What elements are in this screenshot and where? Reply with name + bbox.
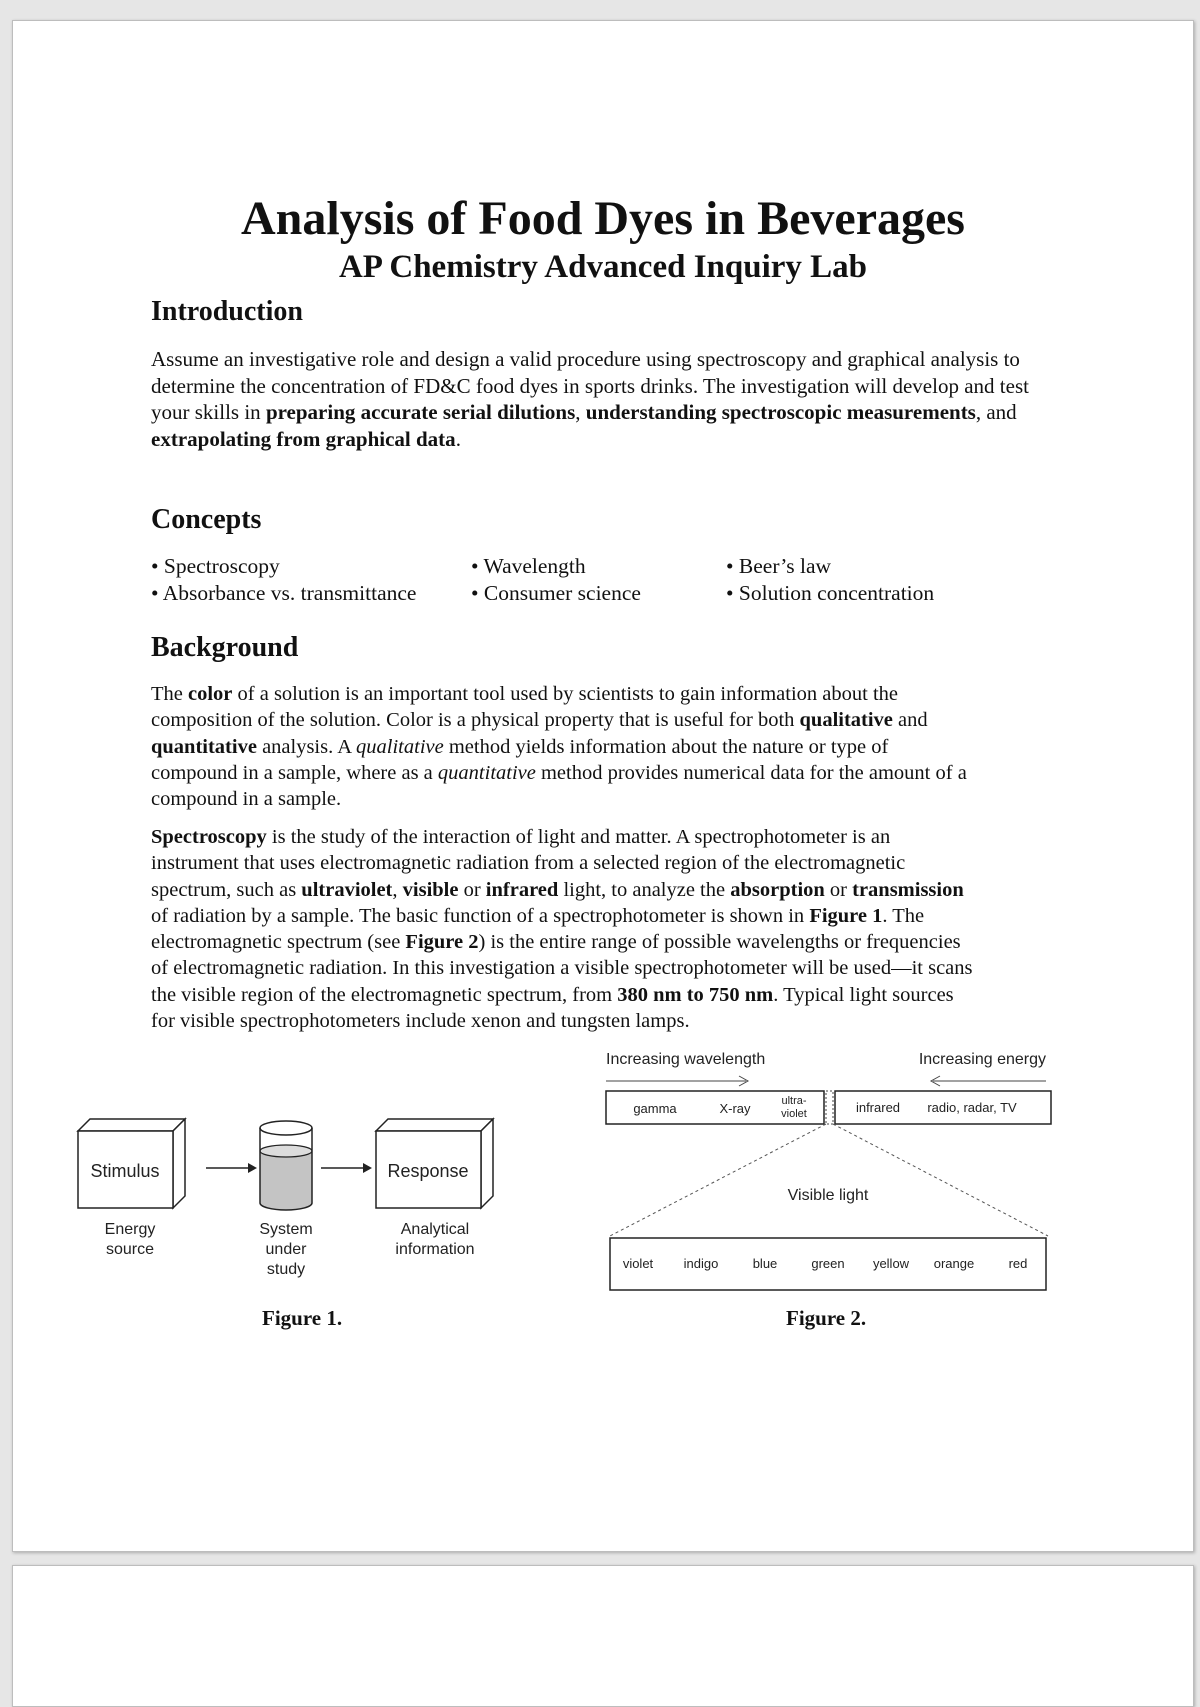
concept-item: • Solution concentration [726,581,935,605]
introduction-paragraph [151,346,1051,452]
bg-bold: 380 nm to 750 nm [617,983,774,1006]
zoom-line [833,1124,1048,1236]
concepts-heading: Concepts [151,504,262,535]
radio-label: radio, radar, TV [927,1100,1017,1115]
page-subtitle: AP Chemistry Advanced Inquiry Lab [338,249,868,285]
bg-bold: Spectroscopy [151,826,267,848]
figure-2-diagram [598,1046,1058,1301]
bg-bold: color [188,683,233,705]
intro-bold-spectroscopic: understanding spectroscopic measurements [585,400,976,424]
bg-bold: quantitative [151,735,257,758]
bg-text: . Typical light sources for visible spectrophotometers include xenon and tungsten lamps. [151,983,954,1033]
visible-light-label: Visible light [787,1187,869,1204]
intro-text: , and [975,400,1017,424]
intro-bold-extrapolating: extrapolating from graphical data [151,426,456,451]
bg-text: and [892,709,928,732]
figure-1-caption: Figure 1. [262,1306,343,1330]
bg-text: of radiation by a sample. The basic function of a spectrophotometer is shown in [151,904,810,927]
arrow-right-icon [321,1163,372,1173]
color-label-blue: blue [752,1256,778,1271]
increasing-wavelength-label: Increasing wavelength [606,1051,766,1068]
stimulus-box [78,1119,185,1208]
intro-bold-dilutions: preparing accurate serial dilutions [265,400,576,424]
intro-text: Assume an investigative role and design a valid procedure using spectroscopy and graphical analysis to determine the concentration of FD&C food dyes in sports drinks. The investigation will develop and test your skills in [151,347,1029,424]
infrared-label: infrared [855,1100,901,1115]
concept-item: • Spectroscopy [151,554,280,578]
color-label-yellow: yellow [872,1256,910,1271]
arrow-left-icon [931,1076,1046,1086]
zoom-line [610,1124,826,1236]
bg-bold: Figure 1 [809,904,883,927]
bg-bold: qualitative [799,709,893,732]
bg-italic: qualitative [356,735,444,758]
intro-text: , [575,400,586,424]
intro-text: . [455,426,461,451]
color-label-indigo: indigo [683,1256,719,1271]
page-title: Analysis of Food Dyes in Beverages [241,192,965,245]
beaker-icon [260,1121,312,1210]
color-label-green: green [811,1256,845,1271]
bg-text: , [392,878,403,901]
bg-bold: Figure 2 [405,931,479,954]
bg-bold: infrared [485,878,559,901]
next-page [12,1565,1194,1707]
bg-text: method provides numerical data for the amount of a compound in a sample. [151,761,967,811]
concept-item: • Wavelength [471,554,586,578]
system-label: under [265,1241,307,1258]
arrow-right-icon [206,1163,257,1173]
visible-slot [826,1091,833,1124]
response-box [376,1119,493,1208]
background-paragraph-1 [151,681,971,812]
bg-text: ) is the entire range of possible wavelengths or frequencies of electromagnetic radiation. In this investigation a visible spectrophotometer will be used—it scans the visible region of the electromagnetic spectrum, from [151,931,973,1006]
introduction-heading: Introduction [151,296,303,327]
bg-bold: ultraviolet [301,878,393,901]
bg-text: or [458,878,486,901]
bg-text: method yields information about the nature or type of compound in a sample, where as a [151,735,889,784]
figure-2-caption: Figure 2. [786,1306,867,1330]
system-label: study [266,1261,306,1278]
xray-label: X-ray [719,1101,751,1116]
bg-text: light, to analyze the [558,878,731,901]
concept-item: • Consumer science [471,581,641,605]
bg-bold: absorption [730,878,825,901]
energy-source-label: Energy [104,1221,156,1238]
system-label: System [259,1221,313,1238]
document-page [12,20,1194,1552]
bg-bold: visible [402,878,459,901]
bg-bold: transmission [852,878,964,901]
energy-source-label: source [105,1241,155,1258]
increasing-energy-label: Increasing energy [918,1051,1046,1068]
bg-text: is the study of the interaction of light and matter. A spectrophotometer is an instrument that uses electromagnetic radiation from a selected region of the electromagnetic spectrum, such as [151,826,906,901]
concept-item: • Beer’s law [726,554,832,578]
stimulus-label: Stimulus [90,1161,160,1181]
analytical-label: information [395,1241,475,1258]
analytical-label: Analytical [400,1221,470,1238]
bg-text: . The electromagnetic spectrum (see [151,904,925,954]
color-label-red: red [1008,1256,1028,1271]
arrow-right-icon [606,1076,748,1086]
ultraviolet-label: violet [781,1108,807,1120]
figure-1-diagram [53,1106,523,1306]
bg-text: or [824,878,853,901]
bg-text: of a solution is an important tool used by scientists to gain information about the composition of the solution. Color is a physical property that is useful for both [151,683,898,732]
color-label-orange: orange [933,1256,975,1271]
gamma-label: gamma [633,1101,677,1116]
ultraviolet-label: ultra- [781,1095,807,1107]
background-paragraph-2 [151,824,981,1034]
bg-text: The [151,683,188,705]
response-label: Response [387,1161,469,1181]
concept-item: • Absorbance vs. transmittance [151,581,417,605]
bg-italic: quantitative [437,761,536,784]
color-label-violet: violet [622,1256,654,1271]
background-heading: Background [151,632,299,663]
bg-text: analysis. A [256,735,357,758]
